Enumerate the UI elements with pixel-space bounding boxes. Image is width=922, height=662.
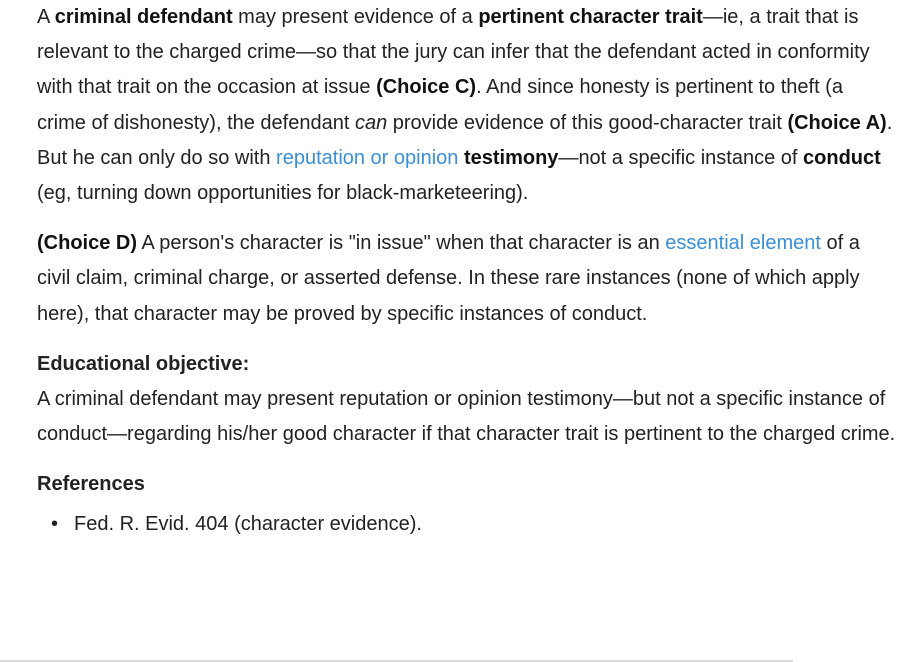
reputation-or-opinion-link[interactable]: reputation or opinion <box>276 146 459 169</box>
text-segment: A <box>37 6 55 28</box>
text-segment: —ie, a trait that is relevant to the charged crime—so that the jury can infer that the defendant acted in conformity with that trait on the occasion at issue <box>37 6 870 99</box>
text-segment: . And since honesty is pertinent to theft (a crime of dishonesty), the defendant <box>37 76 843 134</box>
bold-testimony: testimony <box>463 146 559 169</box>
educational-objective-text: A criminal defendant may present reputation or opinion testimony—but not a specific instance of conduct—regarding his/her good character if that character trait is pertinent to the charged crime. <box>37 388 896 446</box>
bold-criminal-defendant: criminal defendant <box>54 6 233 28</box>
text-segment: provide evidence of this good-character trait <box>387 111 788 134</box>
text-segment: . But he can only do so with <box>37 111 893 169</box>
educational-objective-heading: Educational objective: <box>37 352 250 375</box>
text-segment: of a civil claim, criminal charge, or asserted defense. In these rare instances (none of which apply here), that character may be proved by specific instances of conduct. <box>37 232 860 325</box>
reference-item <box>37 507 897 542</box>
text-segment: A person's character is "in issue" when that character is an <box>137 232 666 255</box>
bullet-icon: • <box>51 512 59 535</box>
italic-can: can <box>354 111 388 134</box>
bold-choice-d: (Choice D) <box>37 232 137 255</box>
paragraph-choice-a-c <box>37 0 897 211</box>
references-heading: References <box>37 473 145 496</box>
essential-element-link[interactable]: essential element <box>665 232 821 255</box>
text-segment: —not a specific instance of <box>558 146 804 169</box>
references-list <box>37 507 897 542</box>
bold-choice-c: (Choice C) <box>376 76 477 99</box>
paragraph-choice-d <box>37 226 897 332</box>
text-segment: may present evidence of a <box>232 6 479 28</box>
bold-choice-a: (Choice A) <box>787 111 887 134</box>
bold-pertinent-character-trait: pertinent character trait <box>478 6 703 28</box>
text-segment: (eg, turning down opportunities for black-marketeering). <box>37 182 529 205</box>
reference-text: Fed. R. Evid. 404 (character evidence). <box>74 512 422 535</box>
explanation-content <box>37 0 897 542</box>
bold-conduct: conduct <box>803 146 881 169</box>
